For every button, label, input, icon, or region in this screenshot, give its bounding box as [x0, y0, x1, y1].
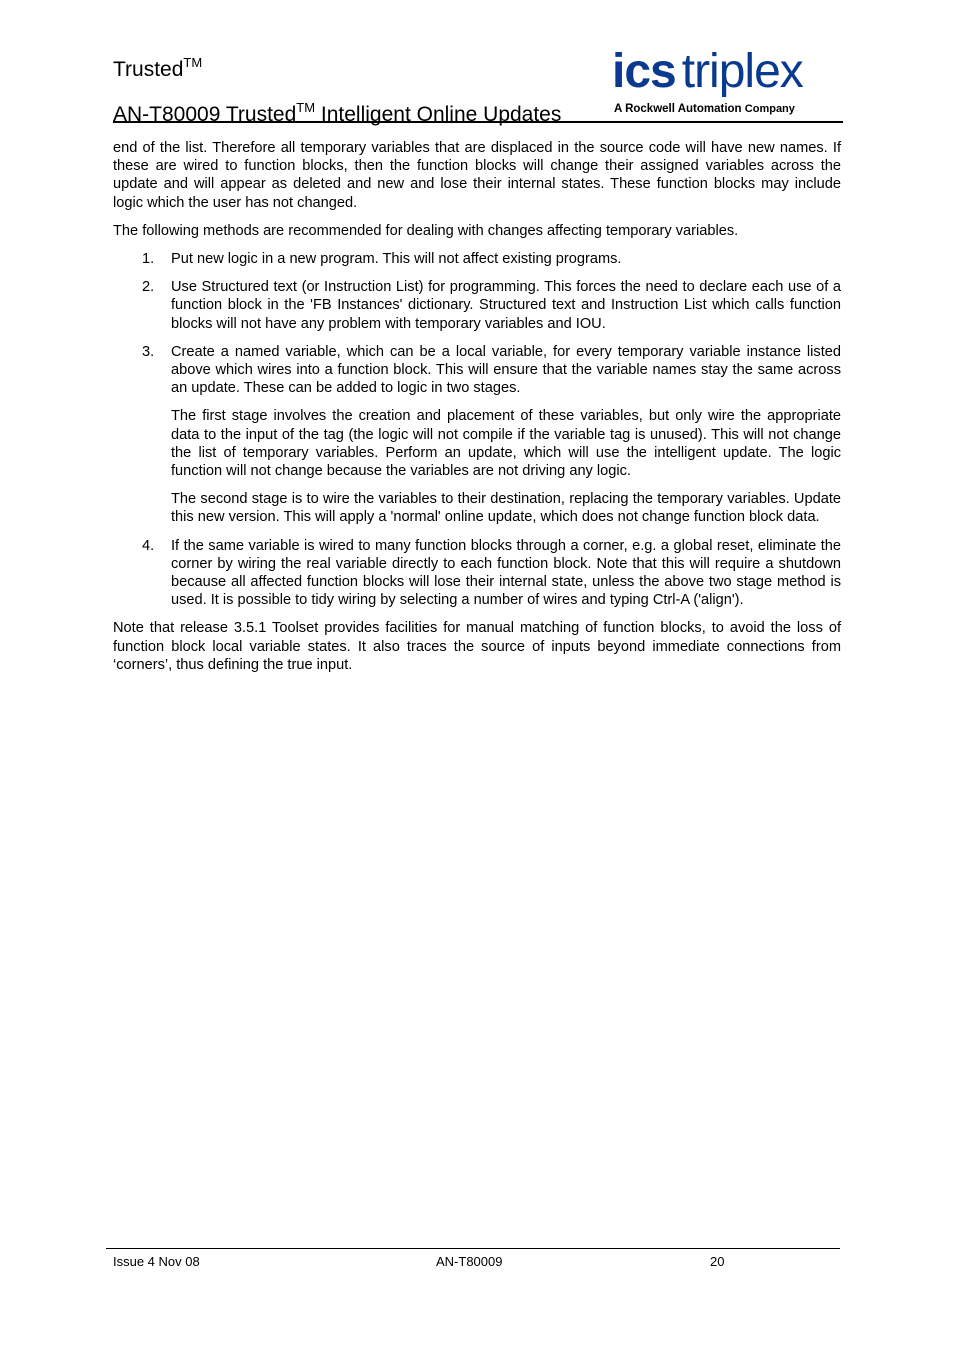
header-document-title [113, 95, 561, 128]
list-item-text: Put new logic in a new program. This will not affect existing programs. [171, 251, 622, 268]
list-item [113, 278, 841, 333]
trademark-superscript: TM [183, 55, 203, 70]
lead-paragraph: The following methods are recommended for dealing with changes affecting temporary variables. [113, 222, 739, 239]
footer-issue: Issue 4 Nov 08 [113, 1254, 200, 1269]
list-item [113, 343, 841, 527]
footer-divider [106, 1248, 840, 1249]
note-paragraph: Note that release 3.5.1 Toolset provides facilities for manual matching of function blocks, to avoid the loss of function block local variable states. It also traces the source of inputs beyond immediate connections from ‘corners’, thus defining the true input. [113, 620, 841, 673]
header-divider [113, 121, 843, 123]
footer-doc-id: AN-T80009 [436, 1254, 503, 1269]
list-item-text: Create a named variable, which can be a local variable, for every temporary variable instance listed above which wires into a function block. This will ensure that the variable names stay the same across an update. These can be added to logic in two stages. [171, 343, 841, 397]
logo-triplex-text: triplex [681, 45, 803, 98]
list-item-number: 3. [142, 343, 155, 360]
list-item-text: The second stage is to wire the variables to their destination, replacing the temporary variables. Update this new version. This will apply a 'normal' online update, which does not change function block data. [171, 491, 841, 526]
document-body [113, 139, 841, 684]
list-item [113, 537, 841, 610]
header-doc-title-pre: AN-T80009 Trusted [113, 103, 297, 126]
footer-page-number: 20 [710, 1254, 725, 1269]
header-product-title [113, 50, 202, 83]
logo-wordmark [612, 45, 803, 99]
list-item-number: 4. [142, 537, 155, 554]
methods-list [113, 250, 841, 609]
list-item [113, 250, 841, 268]
list-item-number: 2. [142, 279, 155, 296]
list-item-text: The first stage involves the creation and placement of these variables, but only wire the appropriate data to the input of the tag (the logic will not compile if the variable tag is unused). This will not change the list of temporary variables. Perform an update, which will use the intelligent update. The logic function will not change because the variables are not driving any logic. [171, 408, 841, 480]
logo-tagline-company: Company [744, 103, 795, 115]
header-product-name: Trusted [113, 58, 184, 81]
list-item-number: 1. [142, 251, 155, 268]
logo-ics-text: ics [612, 45, 676, 98]
ics-triplex-logo [612, 45, 844, 121]
trademark-superscript: TM [296, 100, 316, 115]
list-item-text: If the same variable is wired to many function blocks through a corner, e.g. a global reset, eliminate the corner by wiring the real variable directly to each function block. Note that this will require a shutdown because all affected function blocks will lose their internal state, unless the above two stage method is used. It is possible to tidy wiring by selecting a number of wires and typing Ctrl-A ('align'). [171, 537, 841, 609]
header-doc-title-post: Intelligent Online Updates [315, 103, 562, 126]
list-item-text: Use Structured text (or Instruction List) for programming. This forces the need to declare each use of a function block in the 'FB Instances' dictionary. Structured text and Instruction List which calls function blocks will not have any problem with temporary variables and IOU. [171, 279, 841, 332]
logo-tagline-text: A Rockwell Automation [614, 103, 742, 115]
logo-tagline [614, 103, 795, 115]
intro-paragraph: end of the list. Therefore all temporary variables that are displaced in the source code will have new names. If these are wired to function blocks, then the function blocks will change their assigned variables across the update and will appear as deleted and new and lose their internal states. These function blocks may include logic which the user has not changed. [113, 140, 841, 211]
